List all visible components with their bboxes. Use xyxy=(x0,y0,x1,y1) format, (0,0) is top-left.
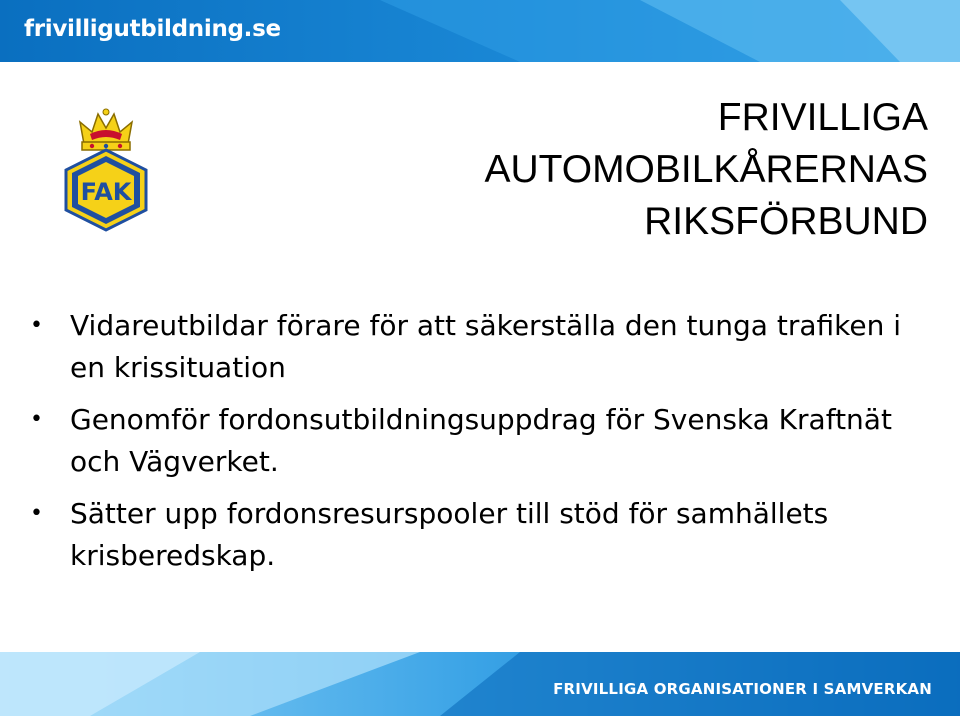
bullet-item xyxy=(30,305,930,389)
fak-logo xyxy=(56,104,156,232)
crown-icon xyxy=(80,109,132,150)
bullet-item xyxy=(30,399,930,483)
bottom-banner xyxy=(0,648,960,716)
bullet-text: Genomför fordonsutbildningsuppdrag för Svenska Kraftnät och Vägverket. xyxy=(70,403,892,478)
bullet-text: Vidareutbildar förare för att säkerställa den tunga trafiken i en krissituation xyxy=(70,309,902,384)
bullet-list xyxy=(30,305,930,587)
title-line-2: AUTOMOBILKÅRERNAS xyxy=(484,148,928,191)
logo-letters: FAK xyxy=(80,178,132,206)
brand-name: frivilligutbildning.se xyxy=(24,16,281,42)
bullet-icon: • xyxy=(30,313,43,338)
footer-tagline: FRIVILLIGA ORGANISATIONER I SAMVERKAN xyxy=(553,680,932,698)
bullet-text: Sätter upp fordonsresurspooler till stöd för samhällets krisberedskap. xyxy=(70,497,829,572)
top-banner xyxy=(0,0,960,68)
bullet-icon: • xyxy=(30,407,43,432)
bullet-item xyxy=(30,493,930,577)
title-line-3: RIKSFÖRBUND xyxy=(644,200,928,243)
bullet-icon: • xyxy=(30,501,43,526)
shield-icon xyxy=(66,150,146,230)
slide-title xyxy=(484,92,928,248)
title-line-1: FRIVILLIGA xyxy=(717,96,928,139)
